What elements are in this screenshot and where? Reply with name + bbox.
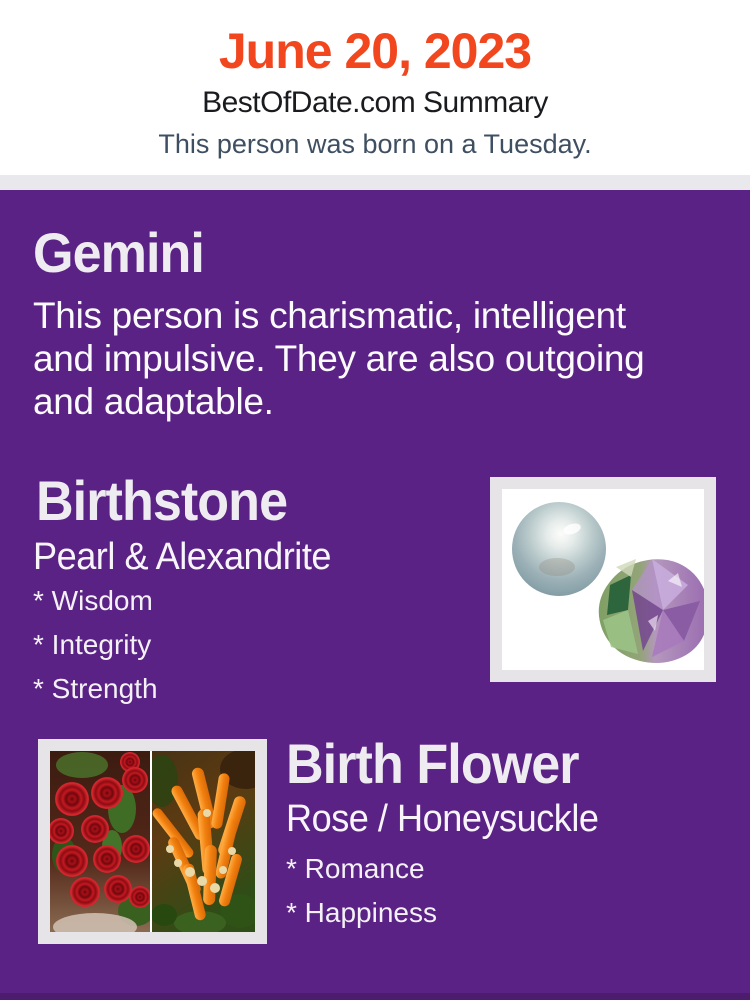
birth-flower-trait: * Romance [286,853,425,884]
zodiac-sign-heading: Gemini [33,221,204,284]
site-summary-label: BestOfDate.com Summary [202,86,548,119]
birth-flower-names: Rose / Honeysuckle [286,798,599,840]
birthstone-image [490,477,716,682]
birth-flower-image-inner [50,751,255,932]
rose-honeysuckle-illustration [50,751,255,932]
birthstone-heading: Birthstone [36,469,288,532]
page-title: June 20, 2023 [218,23,532,79]
birthstone-trait: * Strength [33,673,158,704]
header-divider [0,175,750,190]
footer-bar [0,993,750,1000]
birthstone-trait: * Wisdom [33,585,153,616]
zodiac-description: This person is charismatic, intelligent and impulsive. They are also outgoing and adaptable. [33,295,645,422]
birth-flower-trait: * Happiness [286,897,437,928]
birth-flower-image [38,739,267,944]
purple-body [0,190,750,1000]
birthstone-names: Pearl & Alexandrite [33,536,332,578]
birthstone-trait: * Integrity [33,629,152,660]
birth-flower-heading: Birth Flower [286,732,579,795]
pearl-alexandrite-illustration [502,489,704,670]
weekday-note: This person was born on a Tuesday. [158,129,592,159]
birthstone-image-inner [502,489,704,670]
